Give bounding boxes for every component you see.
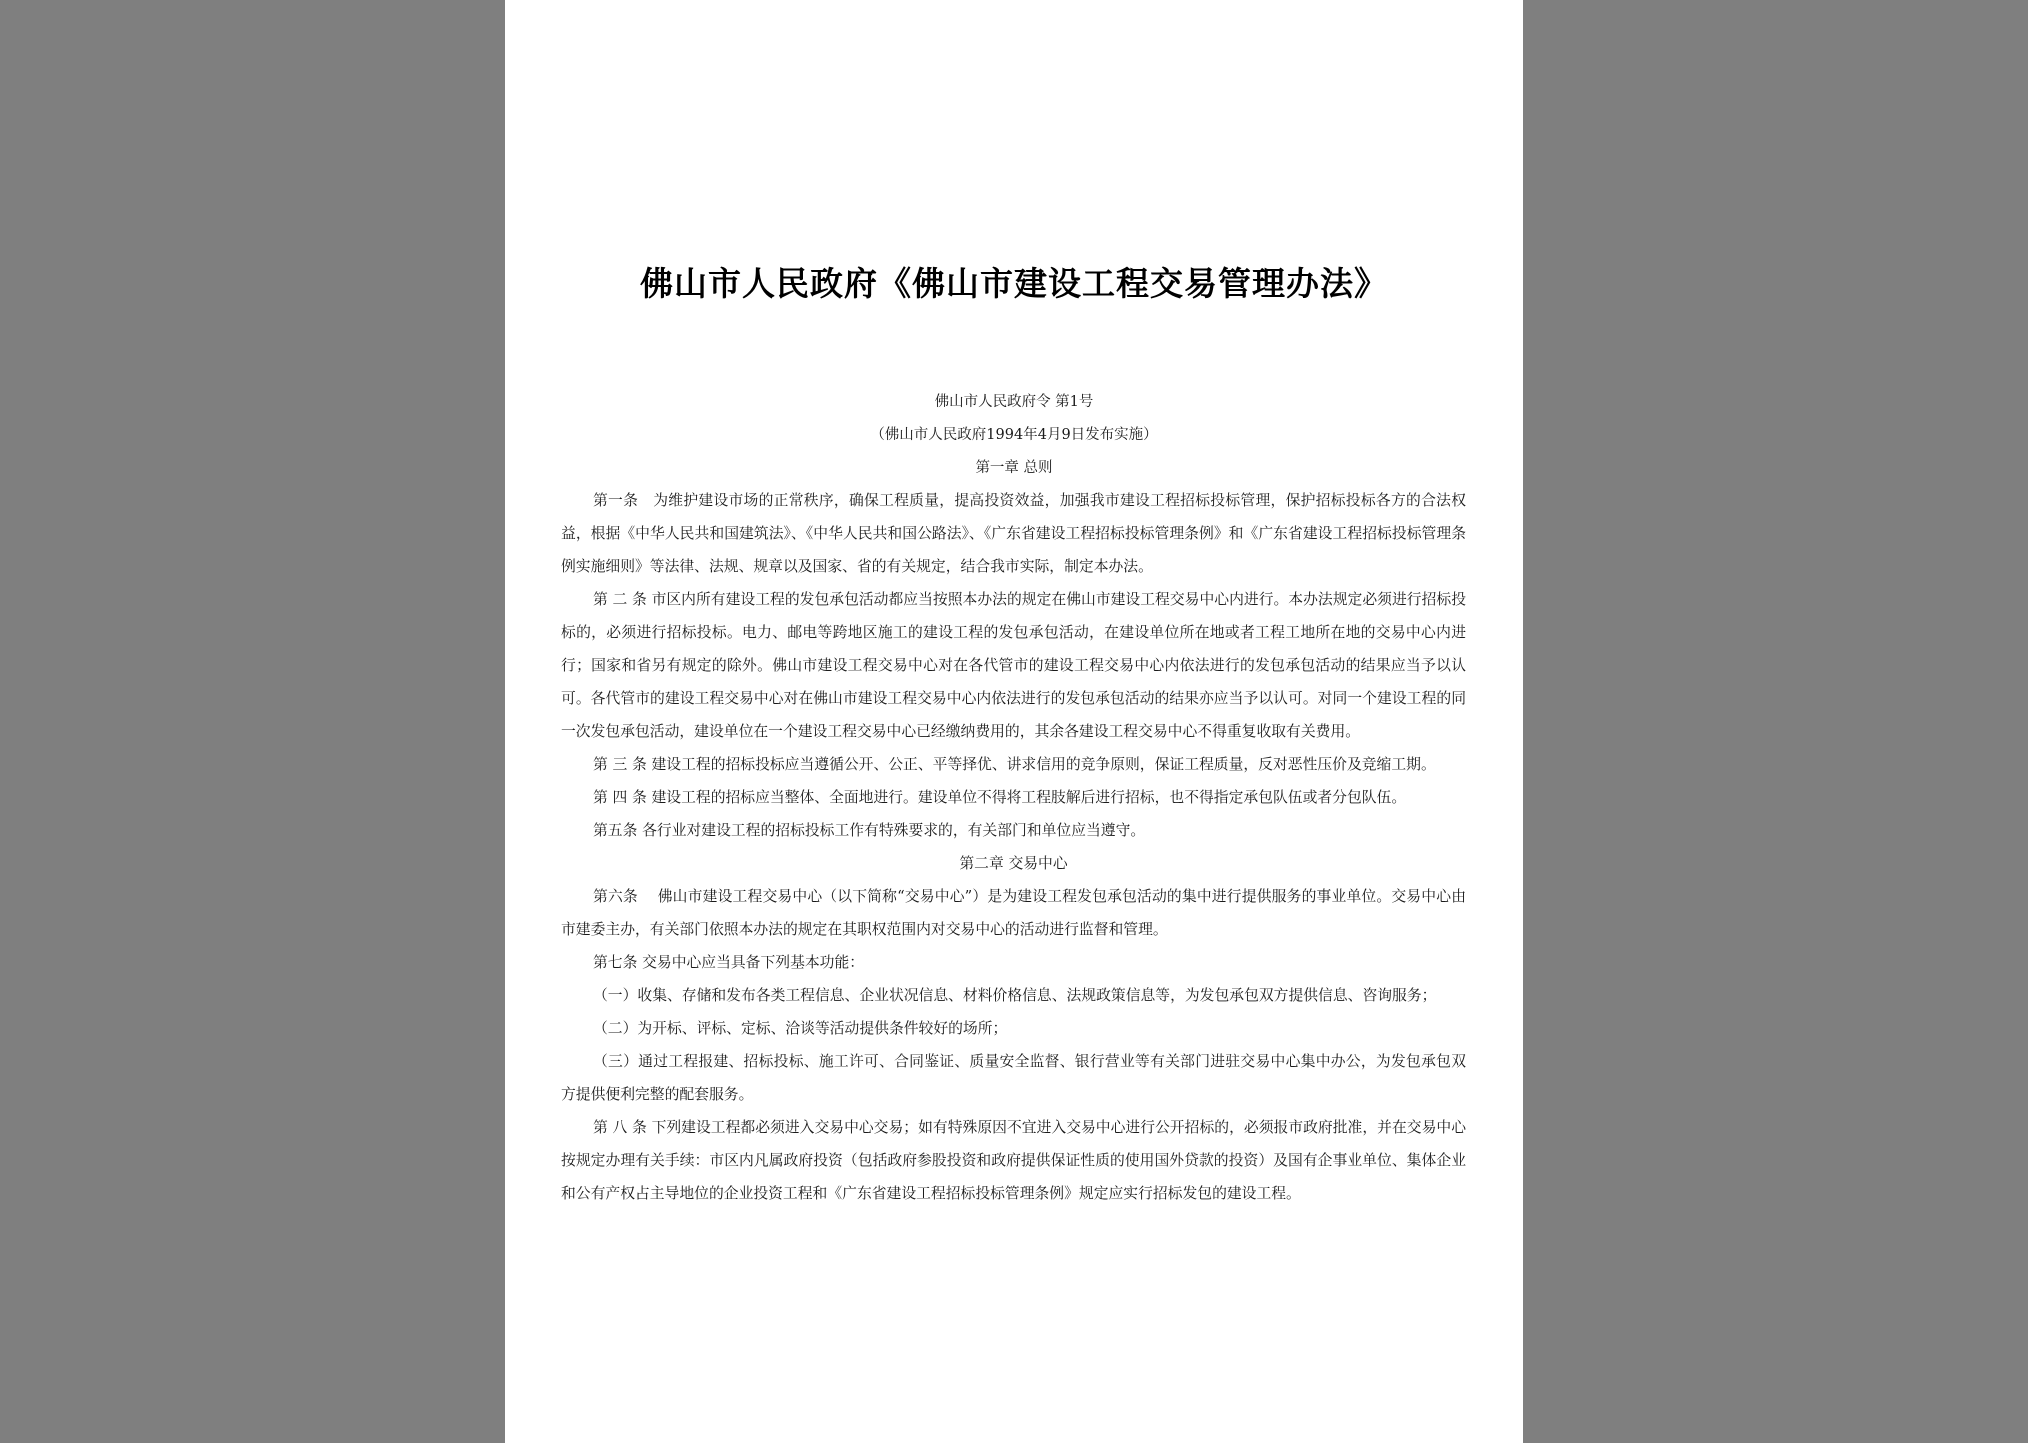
chapter-2-heading: 第二章 交易中心 — [959, 855, 1068, 872]
document-body — [561, 484, 1466, 1210]
document-title: 佛山市人民政府《佛山市建设工程交易管理办法》 — [640, 264, 1388, 303]
article-7-item-3: （三）通过工程报建、招标投标、施工许可、合同鉴证、质量安全监督、银行营业等有关部门进驻交易中心集中办公，为发包承包双方提供便利完整的配套服务。 — [561, 1053, 1466, 1103]
article-8: 第 八 条 下列建设工程都必须进入交易中心交易；如有特殊原因不宜进入交易中心进行公开招标的，必须报市政府批准，并在交易中心按规定办理有关手续：市区内凡属政府投资（包括政府参股投资和政府提供保证性质的使用国外贷款的投资）及国有企事业单位、集体企业和公有产权占主导地位的企业投资工程和《广东省建设工程招标投标管理条例》规定应实行招标发包的建设工程。 — [561, 1119, 1466, 1202]
decree-number: 佛山市人民政府令 第1号 — [934, 394, 1094, 410]
article-7: 第七条 交易中心应当具备下列基本功能： — [593, 954, 865, 971]
article-5: 第五条 各行业对建设工程的招标投标工作有特殊要求的，有关部门和单位应当遵守。 — [593, 822, 1146, 839]
article-7-item-2: （二）为开标、评标、定标、洽谈等活动提供条件较好的场所； — [593, 1020, 1008, 1037]
article-6: 第六条 佛山市建设工程交易中心（以下简称“交易中心”）是为建设工程发包承包活动的集中进行提供服务的事业单位。交易中心由市建委主办，有关部门依照本办法的规定在其职权范围内对交易中心的活动进行监督和管理。 — [561, 888, 1466, 938]
article-3: 第 三 条 建设工程的招标投标应当遵循公开、公正、平等择优、讲求信用的竞争原则，保证工程质量，反对恶性压价及竞缩工期。 — [593, 756, 1436, 773]
article-7-item-1: （一）收集、存储和发布各类工程信息、企业状况信息、材料价格信息、法规政策信息等，为发包承包双方提供信息、咨询服务； — [593, 987, 1437, 1004]
article-1: 第一条 为维护建设市场的正常秩序，确保工程质量，提高投资效益，加强我市建设工程招标投标管理，保护招标投标各方的合法权益，根据《中华人民共和国建筑法》、《中华人民共和国公路法》、《广东省建设工程招标投标管理条例》和《广东省建设工程招标投标管理条例实施细则》等法律、法规、规章以及国家、省的有关规定，结合我市实际，制定本办法。 — [561, 492, 1466, 575]
document-page — [505, 0, 1523, 1443]
article-2: 第 二 条 市区内所有建设工程的发包承包活动都应当按照本办法的规定在佛山市建设工程交易中心内进行。本办法规定必须进行招标投标的，必须进行招标投标。电力、邮电等跨地区施工的建设工程的发包承包活动，在建设单位所在地或者工程工地所在地的交易中心内进行；国家和省另有规定的除外。佛山市建设工程交易中心对在各代管市的建设工程交易中心内依法进行的发包承包活动的结果应当予以认可。各代管市的建设工程交易中心对在佛山市建设工程交易中心内依法进行的发包承包活动的结果亦应当予以认可。对同一个建设工程的同一次发包承包活动，建设单位在一个建设工程交易中心已经缴纳费用的，其余各建设工程交易中心不得重复收取有关费用。 — [561, 591, 1466, 740]
chapter-1-heading: 第一章 总则 — [975, 460, 1053, 476]
issue-date: （佛山市人民政府1994年4月9日发布实施） — [870, 427, 1158, 443]
article-4: 第 四 条 建设工程的招标应当整体、全面地进行。建设单位不得将工程肢解后进行招标，也不得指定承包队伍或者分包队伍。 — [593, 789, 1407, 806]
